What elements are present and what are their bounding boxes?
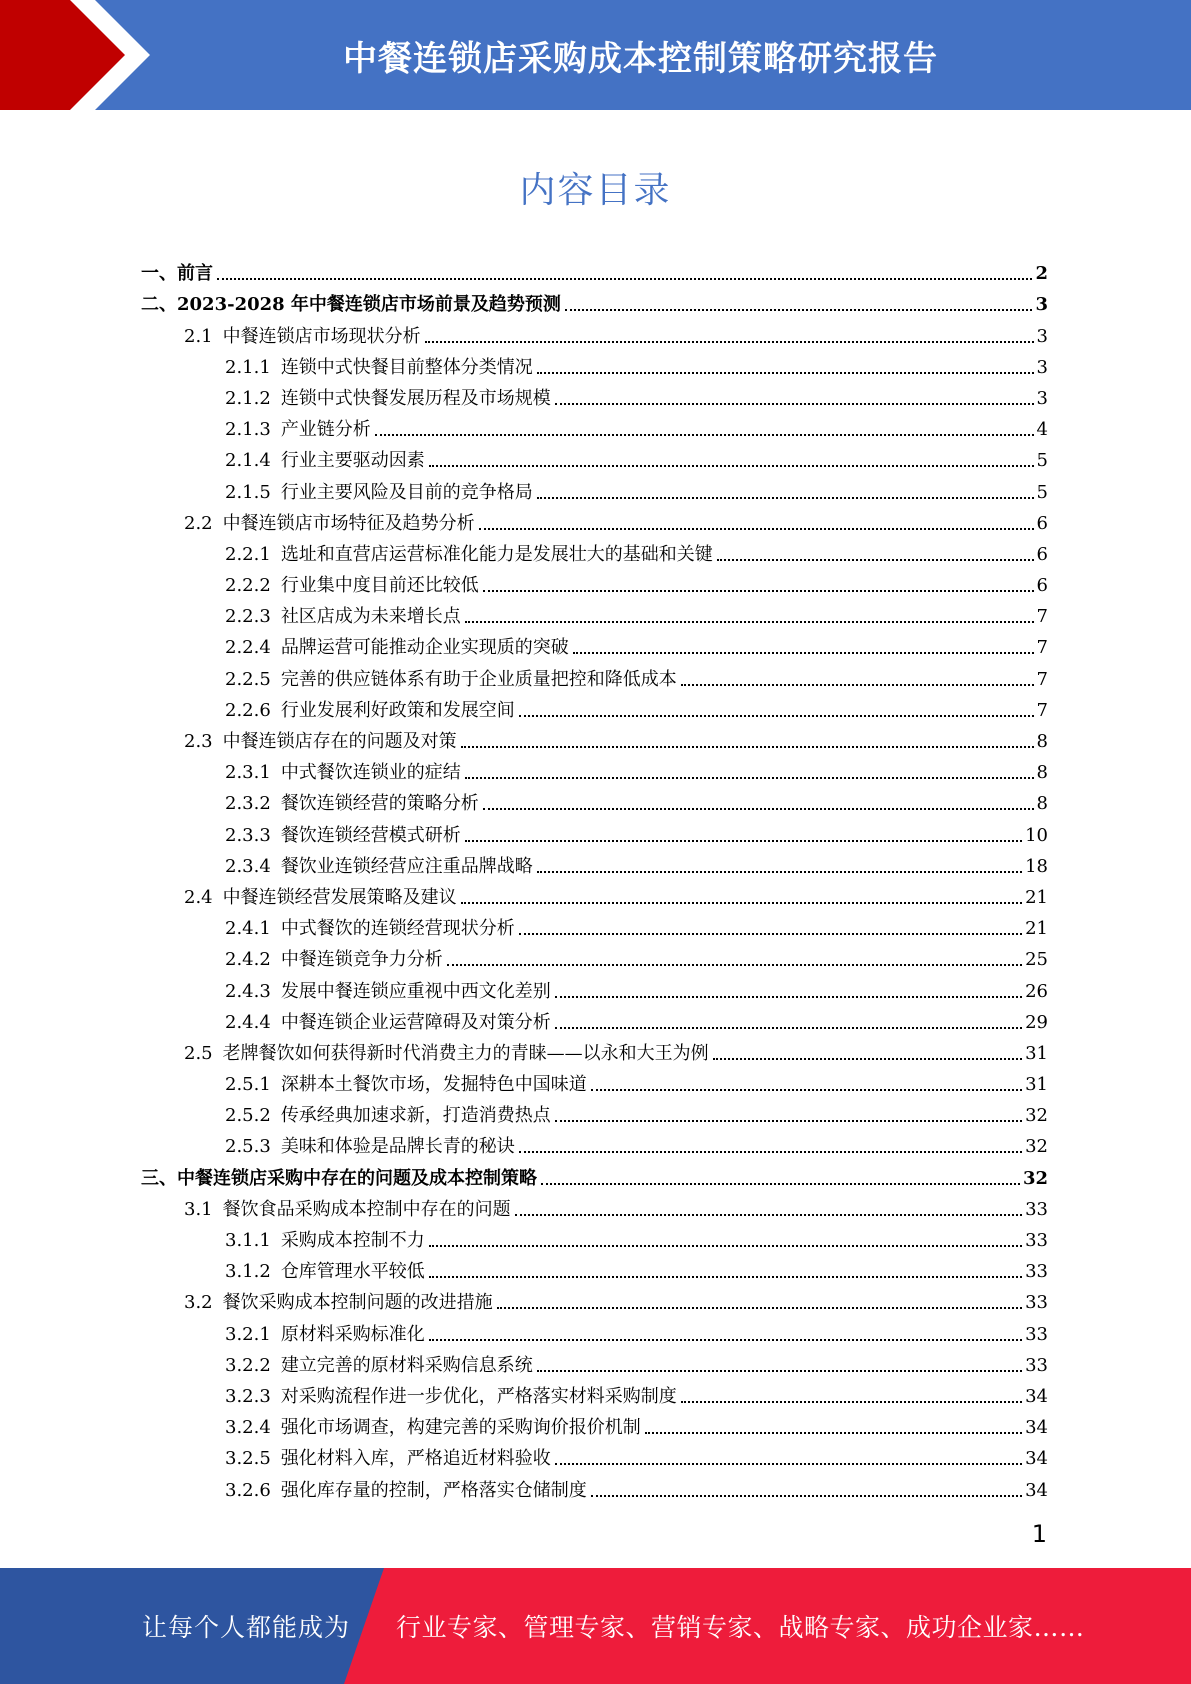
toc-entry-number: 2.1.5 (225, 481, 271, 503)
toc-dot-leader (555, 1120, 1022, 1122)
toc-dot-leader (483, 590, 1034, 592)
toc-entry-page: 31 (1025, 1042, 1048, 1064)
toc-entry[interactable] (141, 348, 1048, 379)
toc-entry-number: 2.5 (184, 1042, 213, 1064)
toc-entry-number: 2.2 (184, 512, 213, 534)
toc-entry[interactable] (141, 847, 1048, 878)
toc-entry[interactable] (141, 971, 1048, 1002)
toc-entry-number: 2.3.4 (225, 855, 271, 877)
footer-banner (0, 1568, 1191, 1684)
toc-entry-label: 产业链分析 (280, 419, 371, 441)
toc-entry-label: 选址和直营店运营标准化能力是发展壮大的基础和关键 (280, 543, 713, 565)
toc-entry-label: 完善的供应链体系有助于企业质量把控和降低成本 (280, 668, 677, 690)
toc-entry-label: 中式餐饮连锁业的症结 (280, 762, 461, 784)
toc-entry-label: 原材料采购标准化 (280, 1323, 425, 1345)
toc-entry-number: 2.4 (184, 886, 213, 908)
report-title: 中餐连锁店采购成本控制策略研究报告 (343, 38, 938, 79)
toc-dot-leader (591, 1089, 1022, 1091)
toc-entry-page: 31 (1025, 1074, 1048, 1096)
toc-entry[interactable] (141, 1158, 1048, 1189)
toc-entry[interactable] (141, 472, 1048, 503)
toc-entry-page: 32 (1025, 1136, 1048, 1158)
toc-entry-number: 2.2.6 (225, 699, 271, 721)
toc-entry-number: 2.2.5 (225, 668, 271, 690)
toc-entry-page: 2 (1035, 263, 1048, 285)
toc-entry-page: 7 (1036, 668, 1048, 690)
toc-entry-page: 33 (1025, 1198, 1048, 1220)
toc-entry-label: 老牌餐饮如何获得新时代消费主力的青睐——以永和大王为例 (222, 1042, 709, 1064)
toc-entry-number: 2.5.3 (225, 1136, 271, 1158)
toc-entry-label: 行业主要驱动因素 (280, 450, 425, 472)
toc-entry-label: 餐饮业连锁经营应注重品牌战略 (280, 855, 533, 877)
toc-entry-page: 7 (1036, 699, 1048, 721)
toc-entry[interactable] (141, 1127, 1048, 1158)
toc-entry-label: 传承经典加速求新，打造消费热点 (280, 1105, 551, 1127)
toc-entry-number: 一、 (141, 263, 177, 285)
toc-entry-page: 34 (1025, 1417, 1048, 1439)
toc-entry[interactable] (141, 909, 1048, 940)
toc-entry-label: 中餐连锁店采购中存在的问题及成本控制策略 (177, 1167, 537, 1189)
toc-entry-label: 强化材料入库，严格追近材料验收 (280, 1448, 551, 1470)
toc-entry-page: 3 (1036, 325, 1048, 347)
toc-dot-leader (555, 1027, 1022, 1029)
toc-dot-leader (713, 1058, 1022, 1060)
toc-entry-label: 餐饮连锁经营的策略分析 (280, 793, 479, 815)
toc-entry[interactable] (141, 441, 1048, 472)
toc-entry[interactable] (141, 1034, 1048, 1065)
toc-entry-page: 33 (1025, 1354, 1048, 1376)
toc-entry-page: 7 (1036, 637, 1048, 659)
toc-dot-leader (519, 1151, 1022, 1153)
toc-entry-label: 采购成本控制不力 (280, 1230, 425, 1251)
toc-entry-label: 发展中餐连锁应重视中西文化差别 (280, 980, 551, 1002)
toc-entry-label: 中餐连锁店市场现状分析 (222, 325, 421, 347)
toc-entry-label: 中餐连锁企业运营障碍及对策分析 (280, 1011, 551, 1033)
toc-entry-number: 2.4.3 (225, 980, 271, 1002)
toc-entry-number: 2.3.2 (225, 793, 271, 815)
toc-entry-page: 33 (1025, 1292, 1048, 1314)
toc-entry[interactable] (141, 878, 1048, 909)
toc-entry-number: 2.1 (184, 325, 213, 347)
toc-dot-leader (465, 840, 1022, 842)
toc-entry-label: 连锁中式快餐目前整体分类情况 (280, 356, 533, 378)
toc-entry[interactable] (141, 1439, 1048, 1470)
toc-entry-page: 5 (1036, 481, 1048, 503)
toc-entry[interactable] (141, 1252, 1048, 1283)
toc-entry-page: 34 (1025, 1448, 1048, 1470)
toc-dot-leader (537, 1370, 1022, 1372)
toc-entry-label: 中式餐饮的连锁经营现状分析 (280, 918, 515, 940)
toc-dot-leader (461, 746, 1034, 748)
toc-entry-label: 中餐连锁经营发展策略及建议 (222, 886, 457, 908)
toc-dot-leader (681, 1401, 1022, 1403)
toc-dot-leader (519, 933, 1022, 935)
toc-entry-page: 8 (1036, 731, 1048, 752)
toc-entry[interactable] (141, 566, 1048, 597)
toc-entry-number: 3.2.1 (225, 1323, 271, 1345)
toc-dot-leader (537, 871, 1022, 873)
toc-dot-leader (717, 559, 1034, 561)
toc-entry-number: 2.1.2 (225, 387, 271, 409)
toc-entry-page: 33 (1025, 1261, 1048, 1283)
toc-dot-leader (483, 808, 1034, 810)
toc-dot-leader (555, 1463, 1022, 1465)
toc-entry-number: 2.1.1 (225, 356, 271, 378)
toc-entry-page: 6 (1036, 575, 1048, 597)
page-number: 1 (1031, 1520, 1047, 1548)
toc-entry-page: 7 (1036, 606, 1048, 628)
header-banner (0, 0, 1191, 110)
toc-entry[interactable] (141, 753, 1048, 784)
toc-entry-number: 3.2.3 (225, 1385, 271, 1407)
toc-entry-number: 3.2.5 (225, 1448, 271, 1470)
toc-entry-label: 深耕本土餐饮市场，发掘特色中国味道 (280, 1074, 587, 1096)
toc-dot-leader (447, 964, 1022, 966)
header-arrow-icon (0, 0, 140, 110)
toc-entry-label: 中餐连锁竞争力分析 (280, 949, 443, 971)
toc-dot-leader (519, 715, 1034, 717)
toc-entry-number: 3.2 (184, 1292, 213, 1314)
toc-dot-leader (479, 528, 1034, 530)
toc-entry-number: 2.3 (184, 731, 213, 752)
toc-entry-page: 25 (1025, 949, 1048, 971)
toc-entry-page: 33 (1025, 1323, 1048, 1345)
toc-entry-page: 6 (1036, 512, 1048, 534)
toc-entry-number: 3.2.4 (225, 1417, 271, 1439)
table-of-contents (141, 254, 1048, 1502)
toc-entry[interactable] (141, 940, 1048, 971)
toc-entry[interactable] (141, 691, 1048, 722)
toc-entry[interactable] (141, 379, 1048, 410)
toc-entry-number: 2.2.4 (225, 637, 271, 659)
toc-entry-page: 6 (1036, 543, 1048, 565)
toc-entry[interactable] (141, 410, 1048, 441)
toc-entry[interactable] (141, 316, 1048, 347)
toc-dot-leader (429, 1245, 1022, 1247)
toc-entry[interactable] (141, 1221, 1048, 1252)
toc-entry-page: 34 (1025, 1479, 1048, 1501)
toc-entry[interactable] (141, 1065, 1048, 1096)
toc-entry-label: 行业发展利好政策和发展空间 (280, 699, 515, 721)
toc-dot-leader (515, 1214, 1022, 1216)
toc-dot-leader (429, 1276, 1022, 1278)
toc-entry-page: 26 (1025, 980, 1048, 1002)
toc-entry[interactable] (141, 1096, 1048, 1127)
toc-entry-page: 8 (1036, 793, 1048, 815)
toc-entry-number: 3.1.2 (225, 1261, 271, 1283)
toc-dot-leader (681, 684, 1034, 686)
toc-dot-leader (645, 1432, 1022, 1434)
toc-entry-page: 21 (1025, 886, 1048, 908)
toc-entry[interactable] (141, 1346, 1048, 1377)
toc-entry[interactable] (141, 628, 1048, 659)
toc-dot-leader (497, 1307, 1022, 1309)
toc-entry-label: 2023-2028 年中餐连锁店市场前景及趋势预测 (177, 294, 561, 316)
toc-entry[interactable] (141, 815, 1048, 846)
toc-entry-label: 餐饮连锁经营模式研析 (280, 824, 461, 846)
toc-entry[interactable] (141, 722, 1048, 753)
toc-entry[interactable] (141, 285, 1048, 316)
toc-entry-number: 2.4.1 (225, 918, 271, 940)
toc-entry-number: 2.2.3 (225, 606, 271, 628)
toc-dot-leader (217, 278, 1032, 280)
toc-dot-leader (555, 996, 1022, 998)
toc-entry-page: 3 (1036, 356, 1048, 378)
toc-entry-number: 2.3.3 (225, 824, 271, 846)
toc-entry-label: 连锁中式快餐发展历程及市场规模 (280, 387, 551, 409)
toc-entry-page: 32 (1022, 1167, 1048, 1189)
toc-entry-number: 2.2.1 (225, 543, 271, 565)
footer-slogan-left: 让每个人都能成为 (142, 1613, 351, 1642)
toc-entry-page: 3 (1035, 294, 1048, 316)
toc-entry-page: 10 (1025, 824, 1048, 846)
toc-dot-leader (461, 902, 1022, 904)
toc-entry-label: 美味和体验是品牌长青的秘诀 (280, 1136, 515, 1158)
toc-entry[interactable] (141, 784, 1048, 815)
toc-entry-label: 行业主要风险及目前的竞争格局 (280, 481, 533, 503)
toc-dot-leader (573, 652, 1034, 654)
toc-dot-leader (465, 777, 1034, 779)
toc-entry-number: 3.2.6 (225, 1479, 271, 1501)
toc-entry[interactable] (141, 659, 1048, 690)
toc-entry-number: 2.4.2 (225, 949, 271, 971)
toc-entry[interactable] (141, 1377, 1048, 1408)
toc-entry-number: 2.3.1 (225, 762, 271, 784)
toc-dot-leader (429, 465, 1034, 467)
toc-dot-leader (425, 341, 1034, 343)
toc-dot-leader (555, 403, 1034, 405)
toc-entry-label: 强化库存量的控制，严格落实仓储制度 (280, 1479, 587, 1501)
toc-dot-leader (429, 1339, 1022, 1341)
toc-entry[interactable] (141, 1190, 1048, 1221)
toc-entry-page: 34 (1025, 1385, 1048, 1407)
toc-entry-label: 社区店成为未来增长点 (280, 606, 461, 628)
toc-entry-label: 前言 (177, 263, 213, 285)
toc-entry-label: 行业集中度目前还比较低 (280, 575, 479, 597)
toc-dot-leader (591, 1495, 1022, 1497)
toc-entry-number: 2.2.2 (225, 575, 271, 597)
toc-entry-number: 2.5.1 (225, 1074, 271, 1096)
toc-entry-number: 2.5.2 (225, 1105, 271, 1127)
toc-entry-page: 33 (1025, 1230, 1048, 1251)
toc-entry-label: 对采购流程作进一步优化，严格落实材料采购制度 (280, 1385, 677, 1407)
toc-entry-page: 21 (1025, 918, 1048, 940)
toc-dot-leader (465, 621, 1034, 623)
toc-entry-number: 2.4.4 (225, 1011, 271, 1033)
toc-entry[interactable] (141, 1408, 1048, 1439)
toc-entry-label: 中餐连锁店市场特征及趋势分析 (222, 512, 475, 534)
toc-entry-number: 3.1.1 (225, 1230, 271, 1251)
toc-entry-number: 2.1.4 (225, 450, 271, 472)
toc-entry-label: 品牌运营可能推动企业实现质的突破 (280, 637, 569, 659)
toc-entry-label: 建立完善的原材料采购信息系统 (280, 1354, 533, 1376)
toc-dot-leader (541, 1183, 1020, 1185)
toc-entry-label: 强化市场调查，构建完善的采购询价报价机制 (280, 1417, 641, 1439)
toc-entry-number: 三、 (141, 1167, 177, 1189)
toc-entry-page: 32 (1025, 1105, 1048, 1127)
toc-dot-leader (565, 309, 1033, 311)
toc-entry-label: 仓库管理水平较低 (280, 1261, 425, 1283)
toc-entry[interactable] (141, 535, 1048, 566)
toc-dot-leader (537, 372, 1034, 374)
toc-entry-number: 2.1.3 (225, 419, 271, 441)
toc-entry-page: 18 (1025, 855, 1048, 877)
toc-entry-page: 29 (1025, 1011, 1048, 1033)
toc-entry[interactable] (141, 1003, 1048, 1034)
toc-entry[interactable] (141, 597, 1048, 628)
toc-entry-page: 8 (1036, 762, 1048, 784)
toc-entry-label: 餐饮采购成本控制问题的改进措施 (222, 1292, 493, 1314)
toc-entry[interactable] (141, 1283, 1048, 1314)
toc-entry-page: 4 (1036, 419, 1048, 441)
toc-entry-page: 3 (1036, 387, 1048, 409)
toc-entry[interactable] (141, 254, 1048, 285)
toc-entry-number: 3.1 (184, 1198, 213, 1220)
toc-entry-page: 5 (1036, 450, 1048, 472)
toc-entry[interactable] (141, 1314, 1048, 1345)
toc-dot-leader (537, 497, 1034, 499)
toc-entry[interactable] (141, 1470, 1048, 1501)
toc-entry-label: 餐饮食品采购成本控制中存在的问题 (222, 1198, 511, 1220)
toc-entry-number: 二、 (141, 294, 177, 316)
toc-heading: 内容目录 (519, 170, 672, 211)
toc-entry-number: 3.2.2 (225, 1354, 271, 1376)
toc-dot-leader (375, 434, 1034, 436)
toc-entry-label: 中餐连锁店存在的问题及对策 (222, 731, 457, 752)
toc-entry[interactable] (141, 504, 1048, 535)
footer-slogan-right: 行业专家、管理专家、营销专家、战略专家、成功企业家…… (396, 1613, 1085, 1642)
